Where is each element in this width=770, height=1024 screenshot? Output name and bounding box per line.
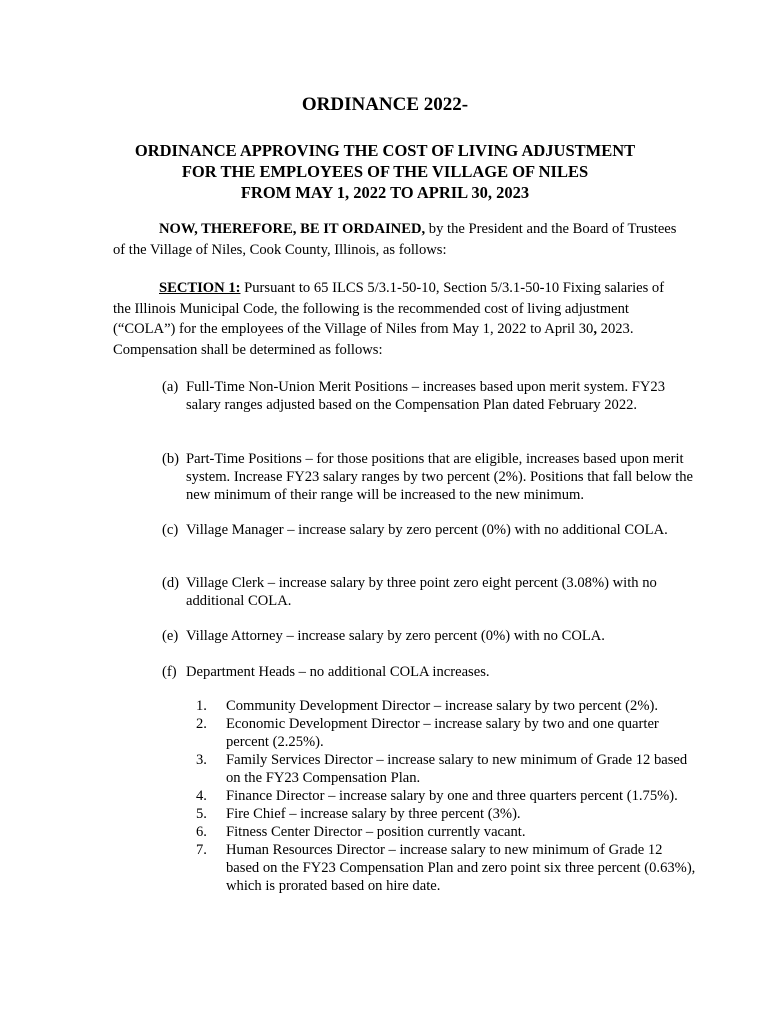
intro-text: by the President and the Board of Trustees of the Village of Niles, Cook County, Illinois, as follows: — [113, 221, 677, 258]
section-1-paragraph — [113, 278, 683, 360]
ordinance-title: ORDINANCE 2022- — [301, 94, 469, 115]
item-text: Finance Director – increase salary by one and three quarters percent (1.75%). — [226, 788, 678, 804]
list-item — [196, 805, 696, 823]
item-number: 6. — [196, 824, 207, 840]
item-text: Human Resources Director – increase salary to new minimum of Grade 12 based on the FY23 Compensation Plan and zero point six three percent (0.63%), which is prorated based on hire date. — [226, 842, 696, 894]
item-text: Village Attorney – increase salary by zero percent (0%) with no COLA. — [186, 628, 605, 644]
list-item — [162, 450, 716, 504]
section-1-comma: , — [593, 321, 597, 337]
list-item — [196, 787, 696, 805]
department-heads-list — [196, 697, 696, 895]
item-label: (d) — [162, 575, 180, 591]
ordinance-subtitle — [0, 140, 770, 203]
item-number: 1. — [196, 698, 207, 714]
list-item — [162, 627, 706, 645]
section-1-text-a: Pursuant to 65 ILCS 5/3.1-50-10, Section 5/3.1-50-10 Fixing salaries of the Illinois Municipal Code, the following is the recommended cost of living adjustment (“COLA”) for the employees of the Village of Niles from May 1, 2022 to April 30 — [113, 280, 665, 337]
item-text: Community Development Director – increase salary by two percent (2%). — [226, 698, 658, 714]
item-text: Economic Development Director – increase salary by two and one quarter percent (2.25%). — [226, 716, 659, 750]
subtitle-line: FOR THE EMPLOYEES OF THE VILLAGE OF NILES — [181, 162, 589, 181]
list-item — [162, 378, 696, 414]
item-text: Village Manager – increase salary by zero percent (0%) with no additional COLA. — [186, 522, 668, 538]
list-item — [162, 574, 706, 610]
subtitle-line: ORDINANCE APPROVING THE COST OF LIVING ADJUSTMENT — [134, 141, 636, 160]
item-label: (a) — [162, 379, 179, 395]
item-number: 3. — [196, 752, 207, 768]
list-item — [196, 823, 696, 841]
item-text: Fire Chief – increase salary by three percent (3%). — [226, 806, 521, 822]
item-number: 4. — [196, 788, 207, 804]
item-label: (c) — [162, 522, 179, 538]
item-text: Full-Time Non-Union Merit Positions – increases based upon merit system. FY23 salary ranges adjusted based on the Compensation Plan dated February 2022. — [186, 379, 666, 413]
subtitle-line: FROM MAY 1, 2022 TO APRIL 30, 2023 — [240, 183, 530, 202]
item-text: Village Clerk – increase salary by three point zero eight percent (3.08%) with no additional COLA. — [186, 575, 657, 609]
intro-paragraph — [113, 219, 683, 260]
list-item — [196, 841, 696, 895]
item-number: 5. — [196, 806, 207, 822]
list-item — [162, 663, 706, 681]
list-item — [162, 521, 696, 539]
item-label: (b) — [162, 451, 180, 467]
item-text: Department Heads – no additional COLA increases. — [186, 664, 490, 680]
item-number: 7. — [196, 842, 207, 858]
section-1-text-b: 2023. Compensation shall be determined as follows: — [113, 321, 634, 358]
list-item — [196, 697, 696, 715]
list-item — [196, 715, 696, 751]
section-1-heading: SECTION 1: — [159, 280, 241, 296]
item-text: Family Services Director – increase salary to new minimum of Grade 12 based on the FY23 Compensation Plan. — [226, 752, 688, 786]
item-label: (f) — [162, 664, 177, 680]
list-item — [196, 751, 696, 787]
item-text: Fitness Center Director – position currently vacant. — [226, 824, 526, 840]
item-text: Part-Time Positions – for those positions that are eligible, increases based upon merit system. Increase FY23 salary ranges by two percent (2%). Positions that fall below the new minimum of their range will be increased to the new minimum. — [186, 451, 694, 503]
intro-bold: NOW, THEREFORE, BE IT ORDAINED, — [159, 221, 426, 237]
item-number: 2. — [196, 716, 207, 732]
item-label: (e) — [162, 628, 179, 644]
